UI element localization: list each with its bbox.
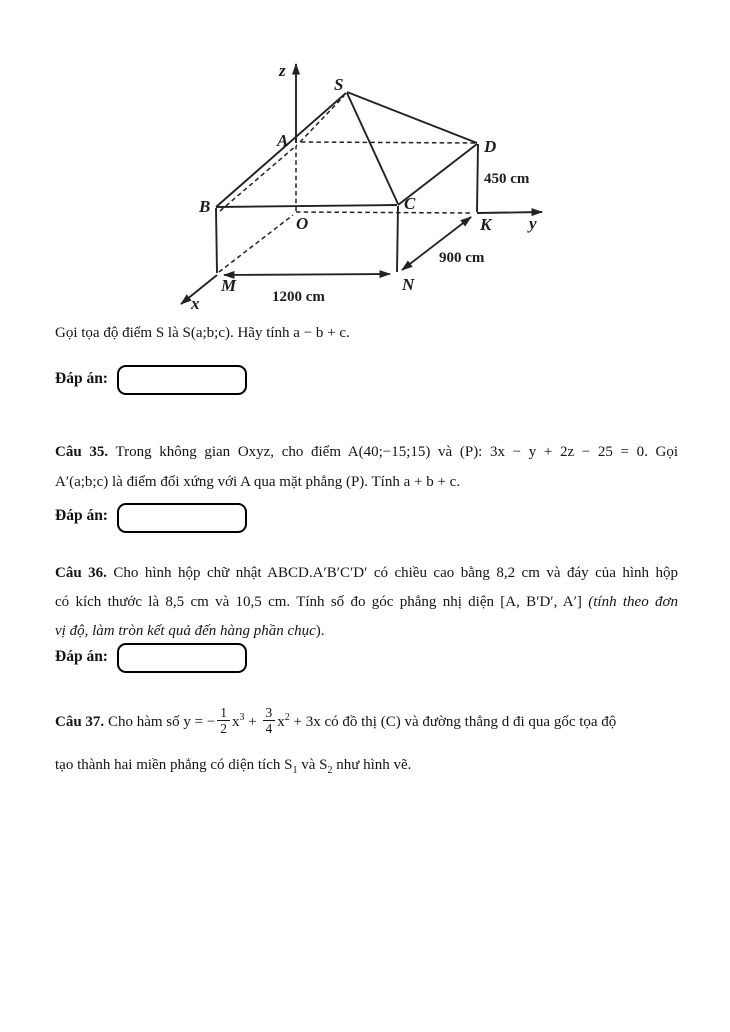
point-label-K: K xyxy=(480,215,492,234)
answer-label-q35: Đáp án: xyxy=(55,507,108,524)
question-36-line2-italic: (tính theo đơn xyxy=(588,594,679,610)
question-35-line1 xyxy=(55,437,678,467)
point-label-C: C xyxy=(404,194,416,213)
dimension-width: 1200 cm xyxy=(272,289,325,305)
question-37-line1 xyxy=(55,701,678,743)
y-axis xyxy=(477,212,542,213)
answer-label-q34: Đáp án: xyxy=(55,370,108,387)
point-label-A: A xyxy=(277,131,289,150)
answer-box-q36[interactable] xyxy=(117,643,247,673)
question-36-line3 xyxy=(55,617,678,646)
solid-edges xyxy=(216,92,478,273)
subscript-1: 1 xyxy=(292,765,298,776)
dimension-arrows xyxy=(224,217,471,275)
question-37-line2-mid: và S xyxy=(297,757,328,773)
question-36 xyxy=(55,559,678,646)
question-35 xyxy=(55,437,678,497)
point-label-N: N xyxy=(402,275,415,294)
exponent-2: 2 xyxy=(284,712,290,723)
hidden-edges xyxy=(219,96,475,272)
question-36-line3-end: ). xyxy=(315,623,325,639)
question-36-line3-italic: vị độ, làm tròn kết quả đến hàng phần chục xyxy=(55,623,316,639)
point-label-B: B xyxy=(199,197,211,216)
dimension-depth: 900 cm xyxy=(439,250,485,266)
question-36-line1-text: Cho hình hộp chữ nhật ABCD.A′B′C′D′ có chiều cao bằng 8,2 cm và đáy của hình hộp xyxy=(106,565,679,581)
house-3d-figure xyxy=(165,50,565,316)
answer-label-q36: Đáp án: xyxy=(55,648,108,665)
subscript-2: 2 xyxy=(327,765,333,776)
question-37-number: Câu 37. xyxy=(55,714,105,730)
question-35-number: Câu 35. xyxy=(55,444,109,460)
fraction-three-fourths: $\frac{3}{4}$ xyxy=(263,705,276,736)
point-label-O: O xyxy=(296,214,309,233)
answer-box-q35[interactable] xyxy=(117,503,247,533)
question-36-line2 xyxy=(55,588,678,617)
y-axis-label: y xyxy=(529,214,537,233)
question-35-line1-text: Trong không gian Oxyz, cho điểm A(40;−15;15) và (P): 3x − y + 2z − 25 = 0. Gọi xyxy=(108,444,678,460)
dimension-height: 450 cm xyxy=(484,171,530,187)
point-label-S: S xyxy=(334,75,344,94)
plus-sign: + xyxy=(244,714,261,730)
question-37-intro: Cho hàm số y = − xyxy=(104,714,216,730)
question-37-line2-end: như hình vẽ. xyxy=(332,757,412,773)
point-label-D: D xyxy=(484,137,497,156)
x-axis-label: x xyxy=(191,294,200,313)
exponent-3: 3 xyxy=(239,712,245,723)
x-cubed-var: x xyxy=(232,714,240,730)
point-label-M: M xyxy=(221,276,237,295)
answer-box-q34[interactable] xyxy=(117,365,247,395)
question-36-number: Câu 36. xyxy=(55,565,107,581)
question-37-line1-end: + 3x có đồ thị (C) và đường thẳng d đi qua gốc tọa độ xyxy=(289,714,617,730)
question-36-line1 xyxy=(55,559,678,588)
question-37-line2 xyxy=(55,755,678,775)
question-36-line2-text: có kích thước là 8,5 cm và 10,5 cm. Tính số đo góc phẳng nhị diện [A, B′D′, A′] xyxy=(55,594,589,610)
question-34-text: Gọi tọa độ điểm S là S(a;b;c). Hãy tính a − b + c. xyxy=(55,325,350,341)
question-37-line2-start: tạo thành hai miền phẳng có diện tích S xyxy=(55,757,293,773)
z-axis-label: z xyxy=(279,61,286,80)
question-35-line2: A′(a;b;c) là điểm đối xứng với A qua mặt phẳng (P). Tính a + b + c. xyxy=(55,474,461,490)
x-squared-var: x xyxy=(277,714,285,730)
fraction-one-half: $\frac{1}{2}$ xyxy=(217,705,230,736)
